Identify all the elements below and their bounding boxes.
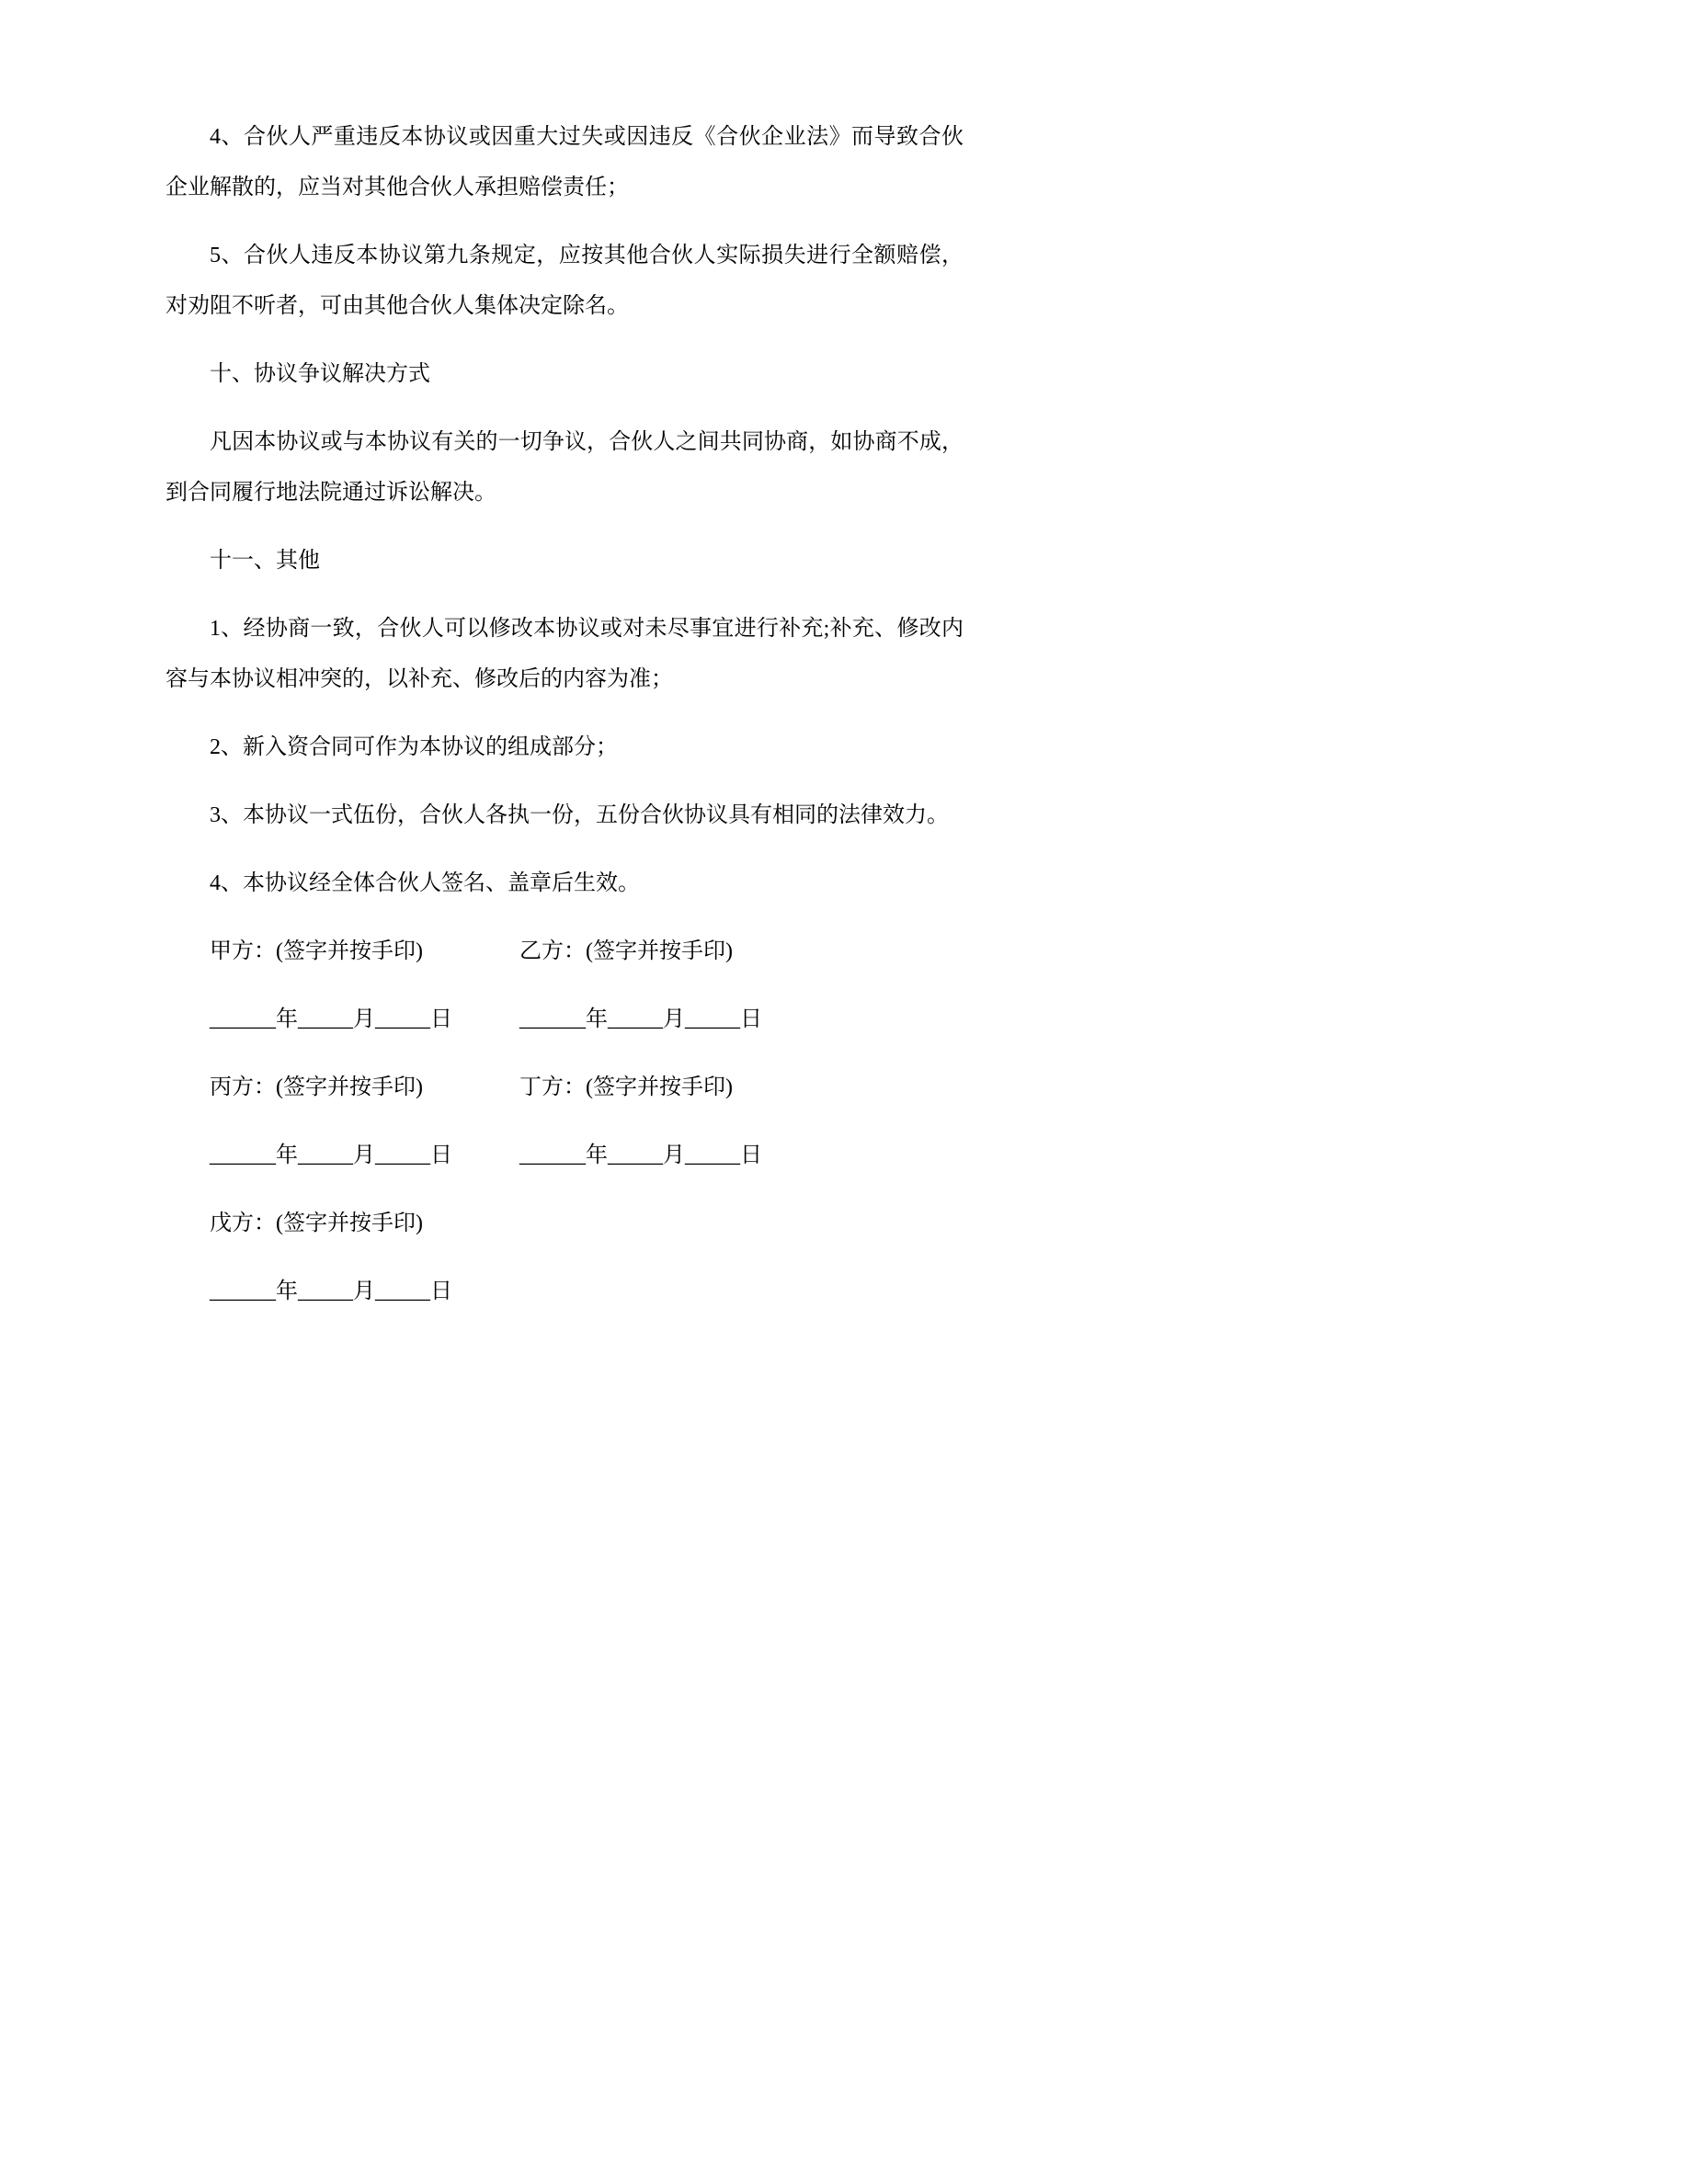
paragraph-5: 十一、其他 xyxy=(210,549,320,573)
signature-party-row-3 xyxy=(165,1199,964,1249)
paragraph-7: 2、新入资合同可作为本协议的组成部分； xyxy=(210,735,618,759)
signature-party-row-2-left: 丙方：(签字并按手印) xyxy=(210,1075,423,1099)
signature-date-row-3 xyxy=(165,1267,964,1317)
signature-date-row-3-left: ______年_____月_____日 xyxy=(210,1280,452,1303)
signature-date-row-2-right: ______年_____月_____日 xyxy=(519,1143,762,1167)
paragraph-6: 1、经协商一致，合伙人可以修改本协议或对未尽事宜进行补充;补充、修改内容与本协议相冲突的，以补充、修改后的内容为准； xyxy=(165,617,964,691)
signature-section xyxy=(165,927,964,1317)
document-body xyxy=(165,112,964,909)
signature-date-row-2 xyxy=(165,1131,964,1181)
paragraph-8: 3、本协议一式伍份，合伙人各执一份，五份合伙协议具有相同的法律效力。 xyxy=(210,803,949,827)
signature-party-row-3-left: 戊方：(签字并按手印) xyxy=(210,1211,423,1235)
signature-date-row-1-left: ______年_____月_____日 xyxy=(210,1007,452,1031)
signature-party-row-2-right: 丁方：(签字并按手印) xyxy=(519,1075,733,1099)
signature-party-row-1 xyxy=(165,927,964,977)
signature-party-row-1-right: 乙方：(签字并按手印) xyxy=(519,939,733,963)
signature-date-row-2-left: ______年_____月_____日 xyxy=(210,1143,452,1167)
signature-party-row-1-left: 甲方：(签字并按手印) xyxy=(210,939,423,963)
page-content xyxy=(165,112,964,1335)
paragraph-4: 凡因本协议或与本协议有关的一切争议，合伙人之间共同协商，如协商不成，到合同履行地法院通过诉讼解决。 xyxy=(165,430,964,505)
signature-date-row-1 xyxy=(165,995,964,1045)
signature-date-row-1-right: ______年_____月_____日 xyxy=(519,1007,762,1031)
paragraph-9: 4、本协议经全体合伙人签名、盖章后生效。 xyxy=(210,871,640,895)
paragraph-1: 4、合伙人严重违反本协议或因重大过失或因违反《合伙企业法》而导致合伙企业解散的，应当对其他合伙人承担赔偿责任； xyxy=(165,125,964,199)
paragraph-2: 5、合伙人违反本协议第九条规定，应按其他合伙人实际损失进行全额赔偿，对劝阻不听者，可由其他合伙人集体决定除名。 xyxy=(165,244,964,318)
paragraph-3: 十、协议争议解决方式 xyxy=(210,362,430,386)
signature-party-row-2 xyxy=(165,1063,964,1113)
